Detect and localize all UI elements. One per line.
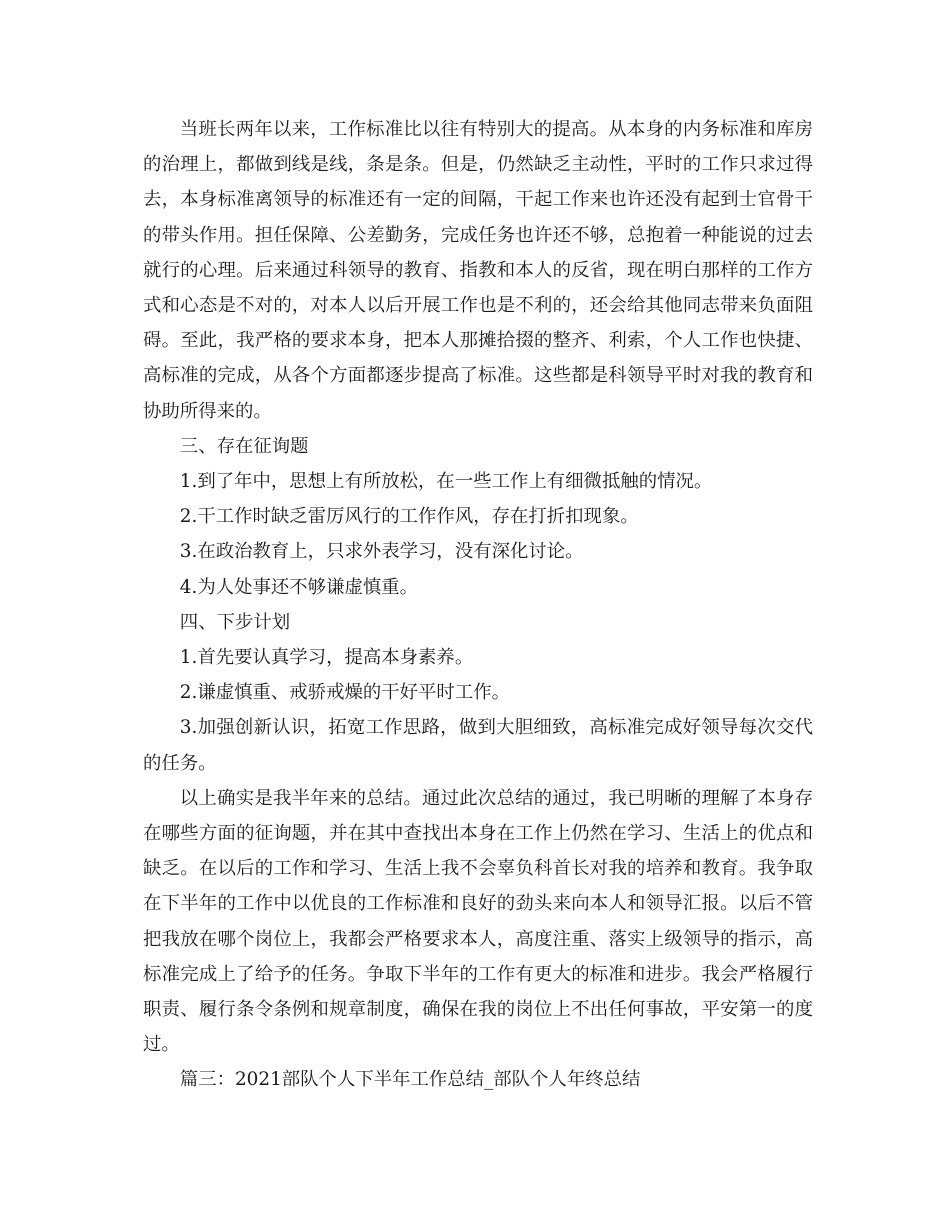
paragraph-conclusion: 以上确实是我半年来的总结。通过此次总结的通过，我已明晰的理解了本身存在哪些方面的征询题，并在其中查找出本身在工作上仍然在学习、生活上的优点和缺乏。在以后的工作和学习、生活上我不会辜负科首长对我的培养和教育。我争取在下半年的工作中以优良的工作标准和良好的劲头来向本人和领导汇报。以后不管把我放在哪个岗位上，我都会严格要求本人，高度注重、落实上级领导的指示，高标准完成上了给予的任务。争取下半年的工作有更大的标准和进步。我会严格履行职责、履行条令条例和规章制度，确保在我的岗位上不出任何事故，平安第一的度过。 xyxy=(143,787,813,1056)
section-title-part-three: 篇三：2021部队个人下半年工作总结_部队个人年终总结 xyxy=(179,1069,641,1091)
list-item-plan-3: 3.加强创新认识，拓宽工作思路，做到大胆细致，高标准完成好领导每次交代的任务。 xyxy=(143,717,813,774)
list-item-problem-1: 1.到了年中，思想上有所放松，在一些工作上有细微抵触的情况。 xyxy=(179,471,713,493)
heading-problems: 三、存在征询题 xyxy=(179,435,309,457)
list-item-plan-1: 1.首先要认真学习，提高本身素养。 xyxy=(179,647,474,669)
list-item-plan-2: 2.谦虚慎重、戒骄戒燥的干好平时工作。 xyxy=(179,682,510,704)
paragraph-summary: 当班长两年以来，工作标准比以往有特别大的提高。从本身的内务标准和库房的治理上，都做到线是线，条是条。但是，仍然缺乏主动性，平时的工作只求过得去，本身标准离领导的标准还有一定的间隔，干起工作来也许还没有起到士官骨干的带头作用。担任保障、公差勤务，完成任务也许还不够，总抱着一种能说的过去就行的心理。后来通过科领导的教育、指教和本人的反省，现在明白那样的工作方式和心态是不对的，对本人以后开展工作也是不利的，还会给其他同志带来负面阻碍。至此，我严格的要求本身，把本人那摊拾掇的整齐、利索，个人工作也快捷、高标准的完成，从各个方面都逐步提高了标准。这些都是科领导平时对我的教育和协助所得来的。 xyxy=(143,119,813,422)
list-item-problem-4: 4.为人处事还不够谦虚慎重。 xyxy=(179,576,419,598)
list-item-problem-2: 2.干工作时缺乏雷厉风行的工作作风，存在打折扣现象。 xyxy=(179,506,639,528)
document-body xyxy=(143,112,813,1098)
list-item-problem-3: 3.在政治教育上，只求外表学习，没有深化讨论。 xyxy=(179,541,584,563)
heading-plan: 四、下步计划 xyxy=(179,611,291,633)
